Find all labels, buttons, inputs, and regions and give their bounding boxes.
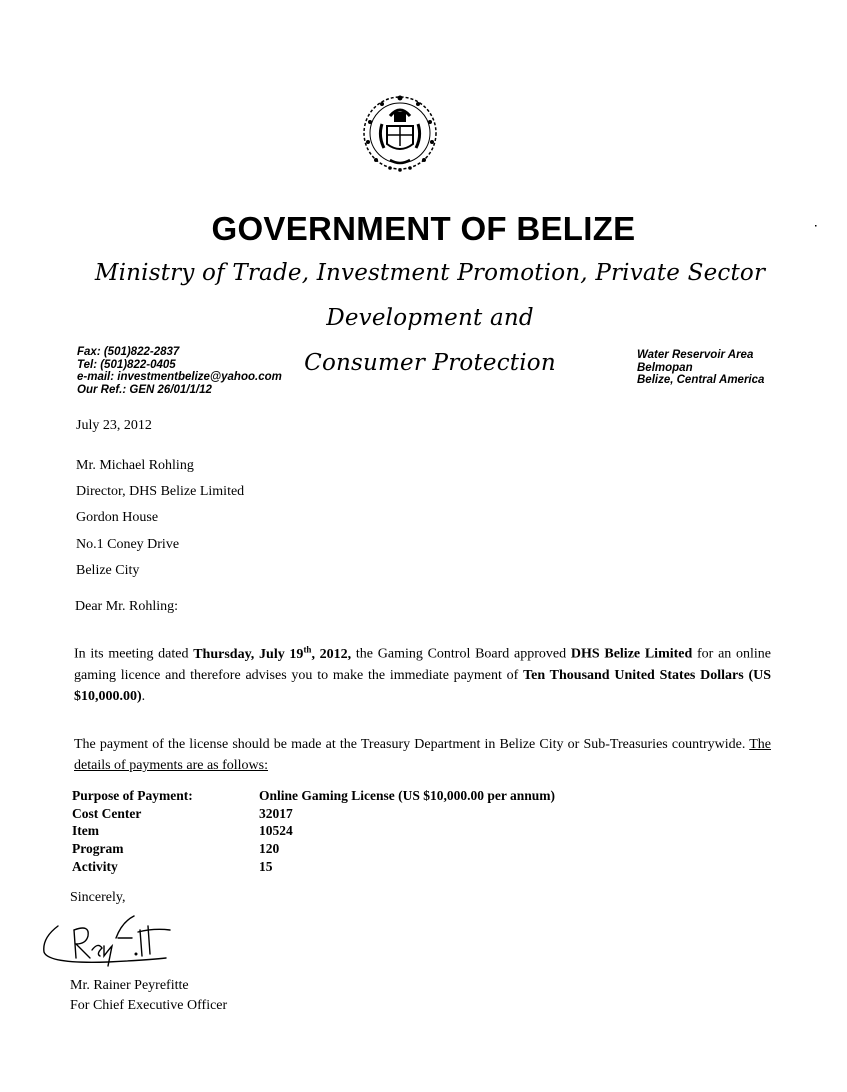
salutation: Dear Mr. Rohling: — [75, 599, 179, 614]
detail-label: Item — [72, 823, 99, 839]
signer-role: For Chief Executive Officer — [70, 998, 228, 1013]
detail-value: Online Gaming License (US $10,000.00 per annum) — [259, 788, 556, 803]
address-line-2: Belmopan — [637, 361, 693, 374]
table-row — [72, 823, 555, 841]
letter-date: July 23, 2012 — [76, 418, 152, 433]
address-line-3: Belize, Central America — [637, 374, 765, 386]
payment-amount: Ten Thousand United States Dollars (US $10,000.00) — [74, 667, 772, 704]
address-line-1: Water Reservoir Area — [637, 349, 754, 361]
contact-block — [77, 346, 282, 396]
table-row — [72, 859, 555, 877]
detail-label: Cost Center — [72, 805, 142, 821]
detail-label: Purpose of Payment: — [72, 788, 193, 803]
para1-text-1: In its meeting dated — [74, 646, 194, 662]
detail-label: Activity — [72, 858, 118, 874]
table-row — [72, 788, 555, 806]
ministry-address-block — [637, 349, 764, 387]
recipient-city: Belize City — [76, 562, 140, 578]
payment-details-intro: The details of payments are as follows: — [74, 737, 771, 773]
para1-text-2: the Gaming Control Board approved — [351, 646, 571, 662]
meeting-date-year: , 2012, — [311, 646, 352, 662]
company-name: DHS Belize Limited — [570, 646, 693, 662]
signature-icon — [38, 908, 178, 970]
para1-text-3: for an online gaming licence and therefore advises you to make the immediate payment of — [74, 646, 772, 683]
recipient-title: Director, DHS Belize Limited — [76, 484, 245, 500]
ministry-line-2: Consumer Protection — [304, 350, 556, 376]
detail-value: 32017 — [259, 805, 293, 821]
recipient-address-line-2: No.1 Coney Drive — [76, 536, 180, 552]
table-row — [72, 806, 555, 824]
recipient-address-line-1: Gordon House — [76, 510, 159, 526]
ministry-line-1: Ministry of Trade, Investment Promotion, Private Sector Development and — [94, 260, 766, 331]
fax-number: Fax: (501)822-2837 — [77, 346, 180, 358]
email-address: e-mail: investmentbelize@yahoo.com — [77, 371, 282, 383]
approval-paragraph — [74, 639, 771, 707]
meeting-date-day: Thursday, July 19 — [193, 646, 304, 662]
payment-instructions-paragraph — [74, 734, 771, 776]
detail-value: 10524 — [259, 823, 293, 839]
signer-name: Mr. Rainer Peyrefitte — [70, 978, 189, 993]
reference-number: Our Ref.: GEN 26/01/1/12 — [77, 383, 212, 396]
government-title: GOVERNMENT OF BELIZE — [211, 210, 636, 247]
closing: Sincerely, — [70, 890, 126, 905]
scan-speck — [814, 215, 818, 219]
telephone-number: Tel: (501)822-0405 — [77, 358, 176, 371]
para1-text-4: . — [141, 688, 146, 704]
recipient-name: Mr. Michael Rohling — [76, 458, 194, 473]
signer-block — [70, 976, 227, 1016]
recipient-address — [76, 453, 244, 584]
table-row — [72, 841, 555, 859]
payment-details-table — [72, 788, 555, 876]
detail-label: Program — [72, 841, 124, 857]
detail-value: 120 — [259, 841, 280, 857]
detail-value: 15 — [259, 858, 273, 874]
meeting-date — [193, 644, 352, 662]
date-ordinal-suffix: th — [303, 644, 312, 654]
para2-text-1: The payment of the license should be made at the Treasury Department in Belize City or Sub-Treasuries countrywide. — [74, 737, 750, 752]
coat-of-arms-seal-icon — [360, 86, 440, 182]
